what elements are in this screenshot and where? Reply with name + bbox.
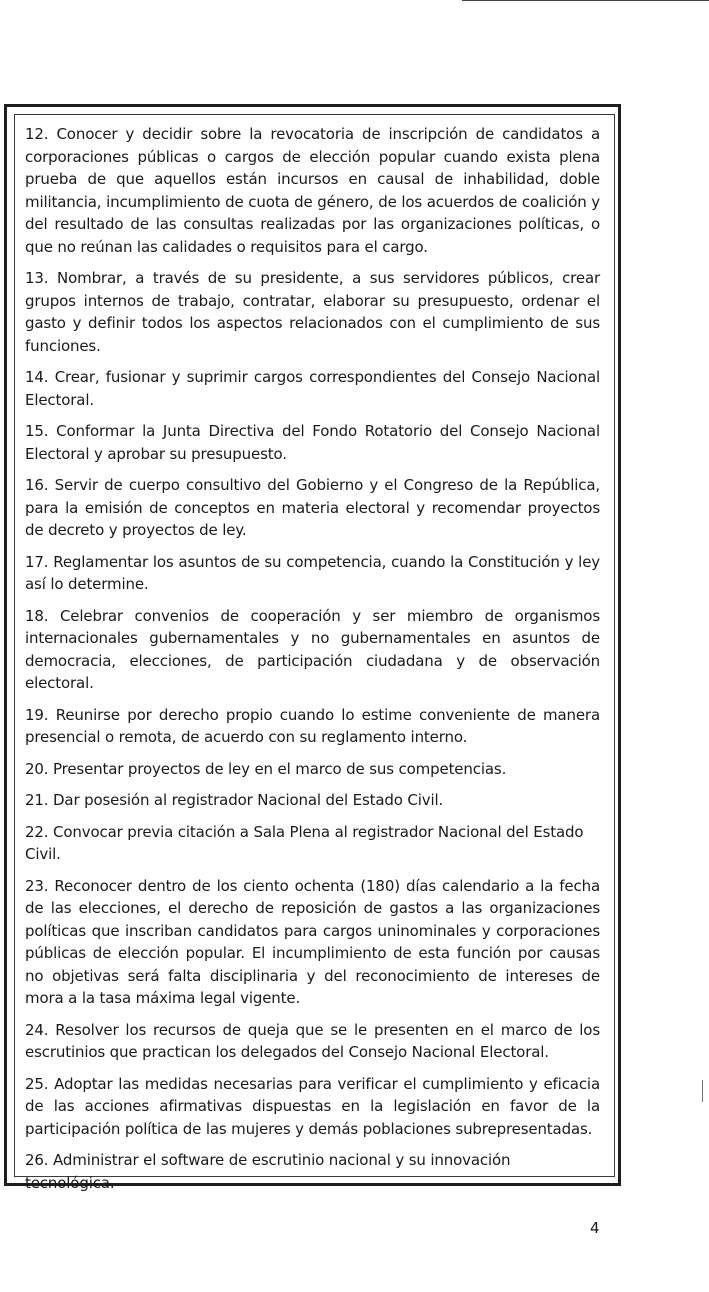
list-item-23: 23. Reconocer dentro de los ciento ochenta (180) días calendario a la fecha de las elecciones, el derecho de reposición de gastos a las organizaciones políticas que inscriban candidatos para cargos uninominales y corporaciones públicas de elección popular. El incumplimiento de esta función por causas no objetivas será falta disciplinaria y del reconocimiento de intereses de mora a la tasa máxima legal vigente. — [25, 876, 600, 1007]
list-item-12: 12. Conocer y decidir sobre la revocatoria de inscripción de candidatos a corporaciones públicas o cargos de elección popular cuando exista plena prueba de que aquellos están incursos en causal de inhabilidad, doble militancia, incumplimiento de cuota de género, de los acuerdos de coalición y del resultado de las consultas realizadas por las organizaciones políticas, o que no reúnan las calidades o requisitos para el cargo. — [25, 125, 600, 256]
list-item-17: 17. Reglamentar los asuntos de su competencia, cuando la Constitución y ley así lo determine. — [25, 552, 600, 593]
list-item-18: 18. Celebrar convenios de cooperación y ser miembro de organismos internacionales gubernamentales y no gubernamentales en asuntos de democracia, elecciones, de participación ciudadana y de observación electoral. — [25, 606, 600, 692]
list-item-26: 26. Administrar el software de escrutinio nacional y su innovación tecnológica. — [25, 1151, 511, 1192]
scan-margin-mark — [702, 1080, 703, 1102]
list-item-24: 24. Resolver los recursos de queja que se le presenten en el marco de los escrutinios que practican los delegados del Consejo Nacional Electoral. — [25, 1020, 600, 1061]
list-item-13: 13. Nombrar, a través de su presidente, a sus servidores públicos, crear grupos internos de trabajo, contratar, elaborar su presupuesto, ordenar el gasto y definir todos los aspectos relacionados con el cumplimiento de sus funciones. — [25, 269, 600, 355]
list-item-15: 15. Conformar la Junta Directiva del Fondo Rotatorio del Consejo Nacional Electoral y aprobar su presupuesto. — [25, 422, 600, 463]
page-number: 4 — [590, 1219, 600, 1237]
list-item-16: 16. Servir de cuerpo consultivo del Gobierno y el Congreso de la República, para la emisión de conceptos en materia electoral y recomendar proyectos de decreto y proyectos de ley. — [25, 476, 600, 539]
list-item-19: 19. Reunirse por derecho propio cuando lo estime conveniente de manera presencial o remota, de acuerdo con su reglamento interno. — [25, 705, 600, 746]
list-item-14: 14. Crear, fusionar y suprimir cargos correspondientes del Consejo Nacional Electoral. — [25, 368, 600, 409]
list-item-20: 20. Presentar proyectos de ley en el marco de sus competencias. — [25, 759, 507, 778]
functions-list — [25, 123, 600, 1203]
list-item-25: 25. Adoptar las medidas necesarias para verificar el cumplimiento y eficacia de las acciones afirmativas dispuestas en la legislación en favor de la participación política de las mujeres y demás poblaciones subrepresentadas. — [25, 1074, 600, 1138]
text-frame — [4, 104, 621, 1192]
list-item-22: 22. Convocar previa citación a Sala Plena al registrador Nacional del Estado Civil. — [25, 822, 584, 863]
top-rule — [462, 0, 709, 1]
list-item-21: 21. Dar posesión al registrador Nacional del Estado Civil. — [25, 791, 444, 809]
